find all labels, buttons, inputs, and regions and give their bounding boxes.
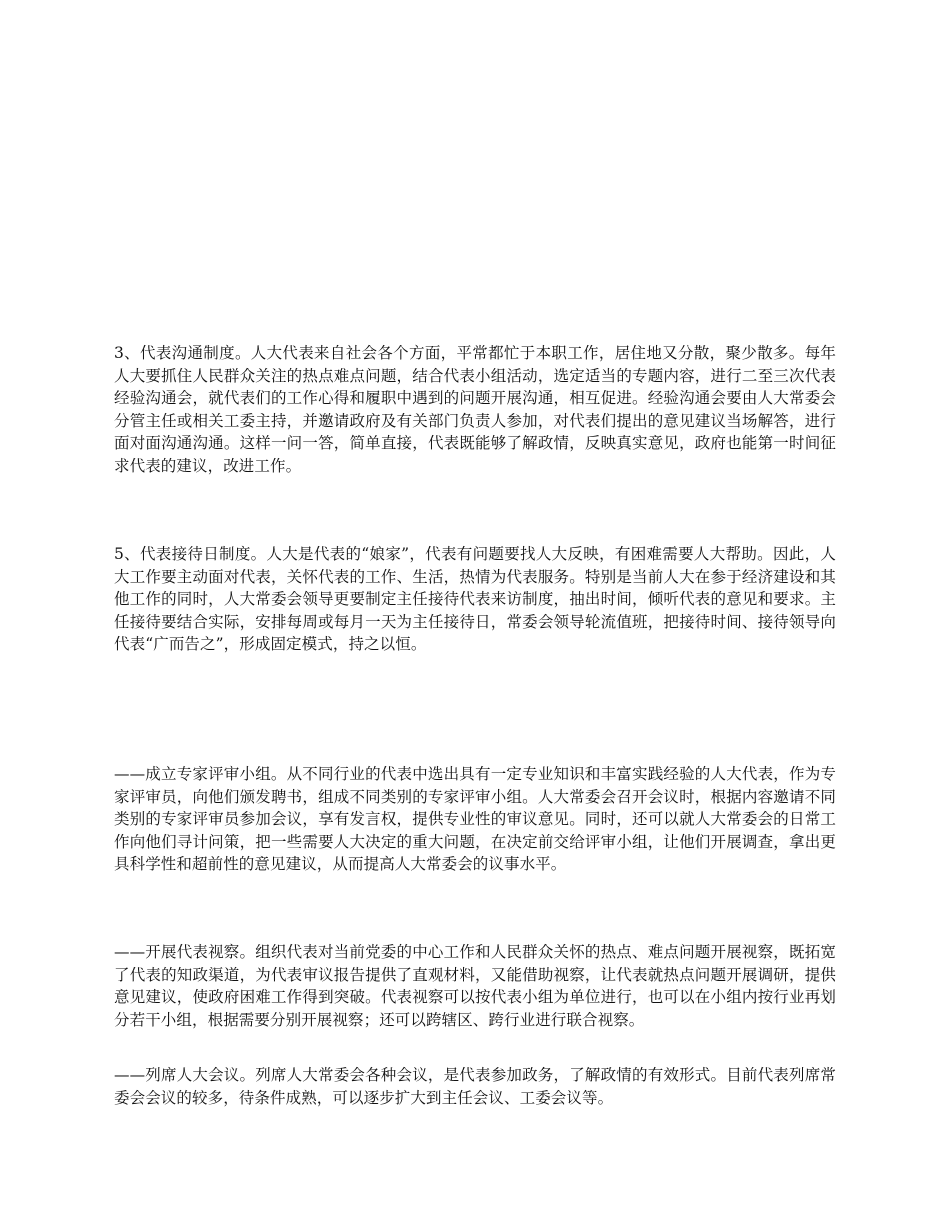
paragraph-representative-reception-day-system: 5、代表接待日制度。人大是代表的“娘家”，代表有问题要找人大反映，有困难需要人大帮助。因此，人大工作要主动面对代表，关怀代表的工作、生活，热情为代表服务。特别是当前人大在参于经济建设和其他工作的同时，人大常委会领导更要制定主任接待代表来访制度，抽出时间，倾听代表的意见和要求。主任接待要结合实际，安排每周或每月一天为主任接待日，常委会领导轮流值班，把接待时间、接待领导向代表“广而告之”，形成固定模式，持之以恒。 (114, 545, 836, 653)
paragraph-expert-review-group: ——成立专家评审小组。从不同行业的代表中选出具有一定专业知识和丰富实践经验的人大代表，作为专家评审员，向他们颁发聘书，组成不同类别的专家评审小组。人大常委会召开会议时，根据内容邀请不同类别的专家评审员参加会议，享有发言权，提供专业性的审议意见。同时，还可以就人大常委会的日常工作向他们寻计问策，把一些需要人大决定的重大问题，在决定前交给评审小组，让他们开展调查，拿出更具科学性和超前性的意见建议，从而提高人大常委会的议事水平。 (114, 765, 836, 873)
paragraph-attend-congress-meetings: ——列席人大会议。列席人大常委会各种会议，是代表参加政务，了解政情的有效形式。目前代表列席常委会会议的较多，待条件成熟，可以逐步扩大到主任会议、工委会议等。 (114, 1066, 836, 1107)
paragraph-representative-inspection: ——开展代表视察。组织代表对当前党委的中心工作和人民群众关怀的热点、难点问题开展视察，既拓宽了代表的知政渠道，为代表审议报告提供了直观材料，又能借助视察，让代表就热点问题开展调研，提供意见建议，使政府困难工作得到突破。代表视察可以按代表小组为单位进行，也可以在小组内按行业再划分若干小组，根据需要分别开展视察；还可以跨辖区、跨行业进行联合视察。 (114, 943, 836, 1029)
paragraph-representative-communication-system: 3、代表沟通制度。人大代表来自社会各个方面，平常都忙于本职工作，居住地又分散，聚少散多。每年人大要抓住人民群众关注的热点难点问题，结合代表小组活动，选定适当的专题内容，进行二至三次代表经验沟通会，就代表们的工作心得和履职中遇到的问题开展沟通，相互促进。经验沟通会要由人大常委会分管主任或相关工委主持，并邀请政府及有关部门负责人参加，对代表们提出的意见建议当场解答，进行面对面沟通沟通。这样一问一答，简单直接，代表既能够了解政情，反映真实意见，政府也能第一时间征求代表的建议，改进工作。 (114, 344, 836, 475)
